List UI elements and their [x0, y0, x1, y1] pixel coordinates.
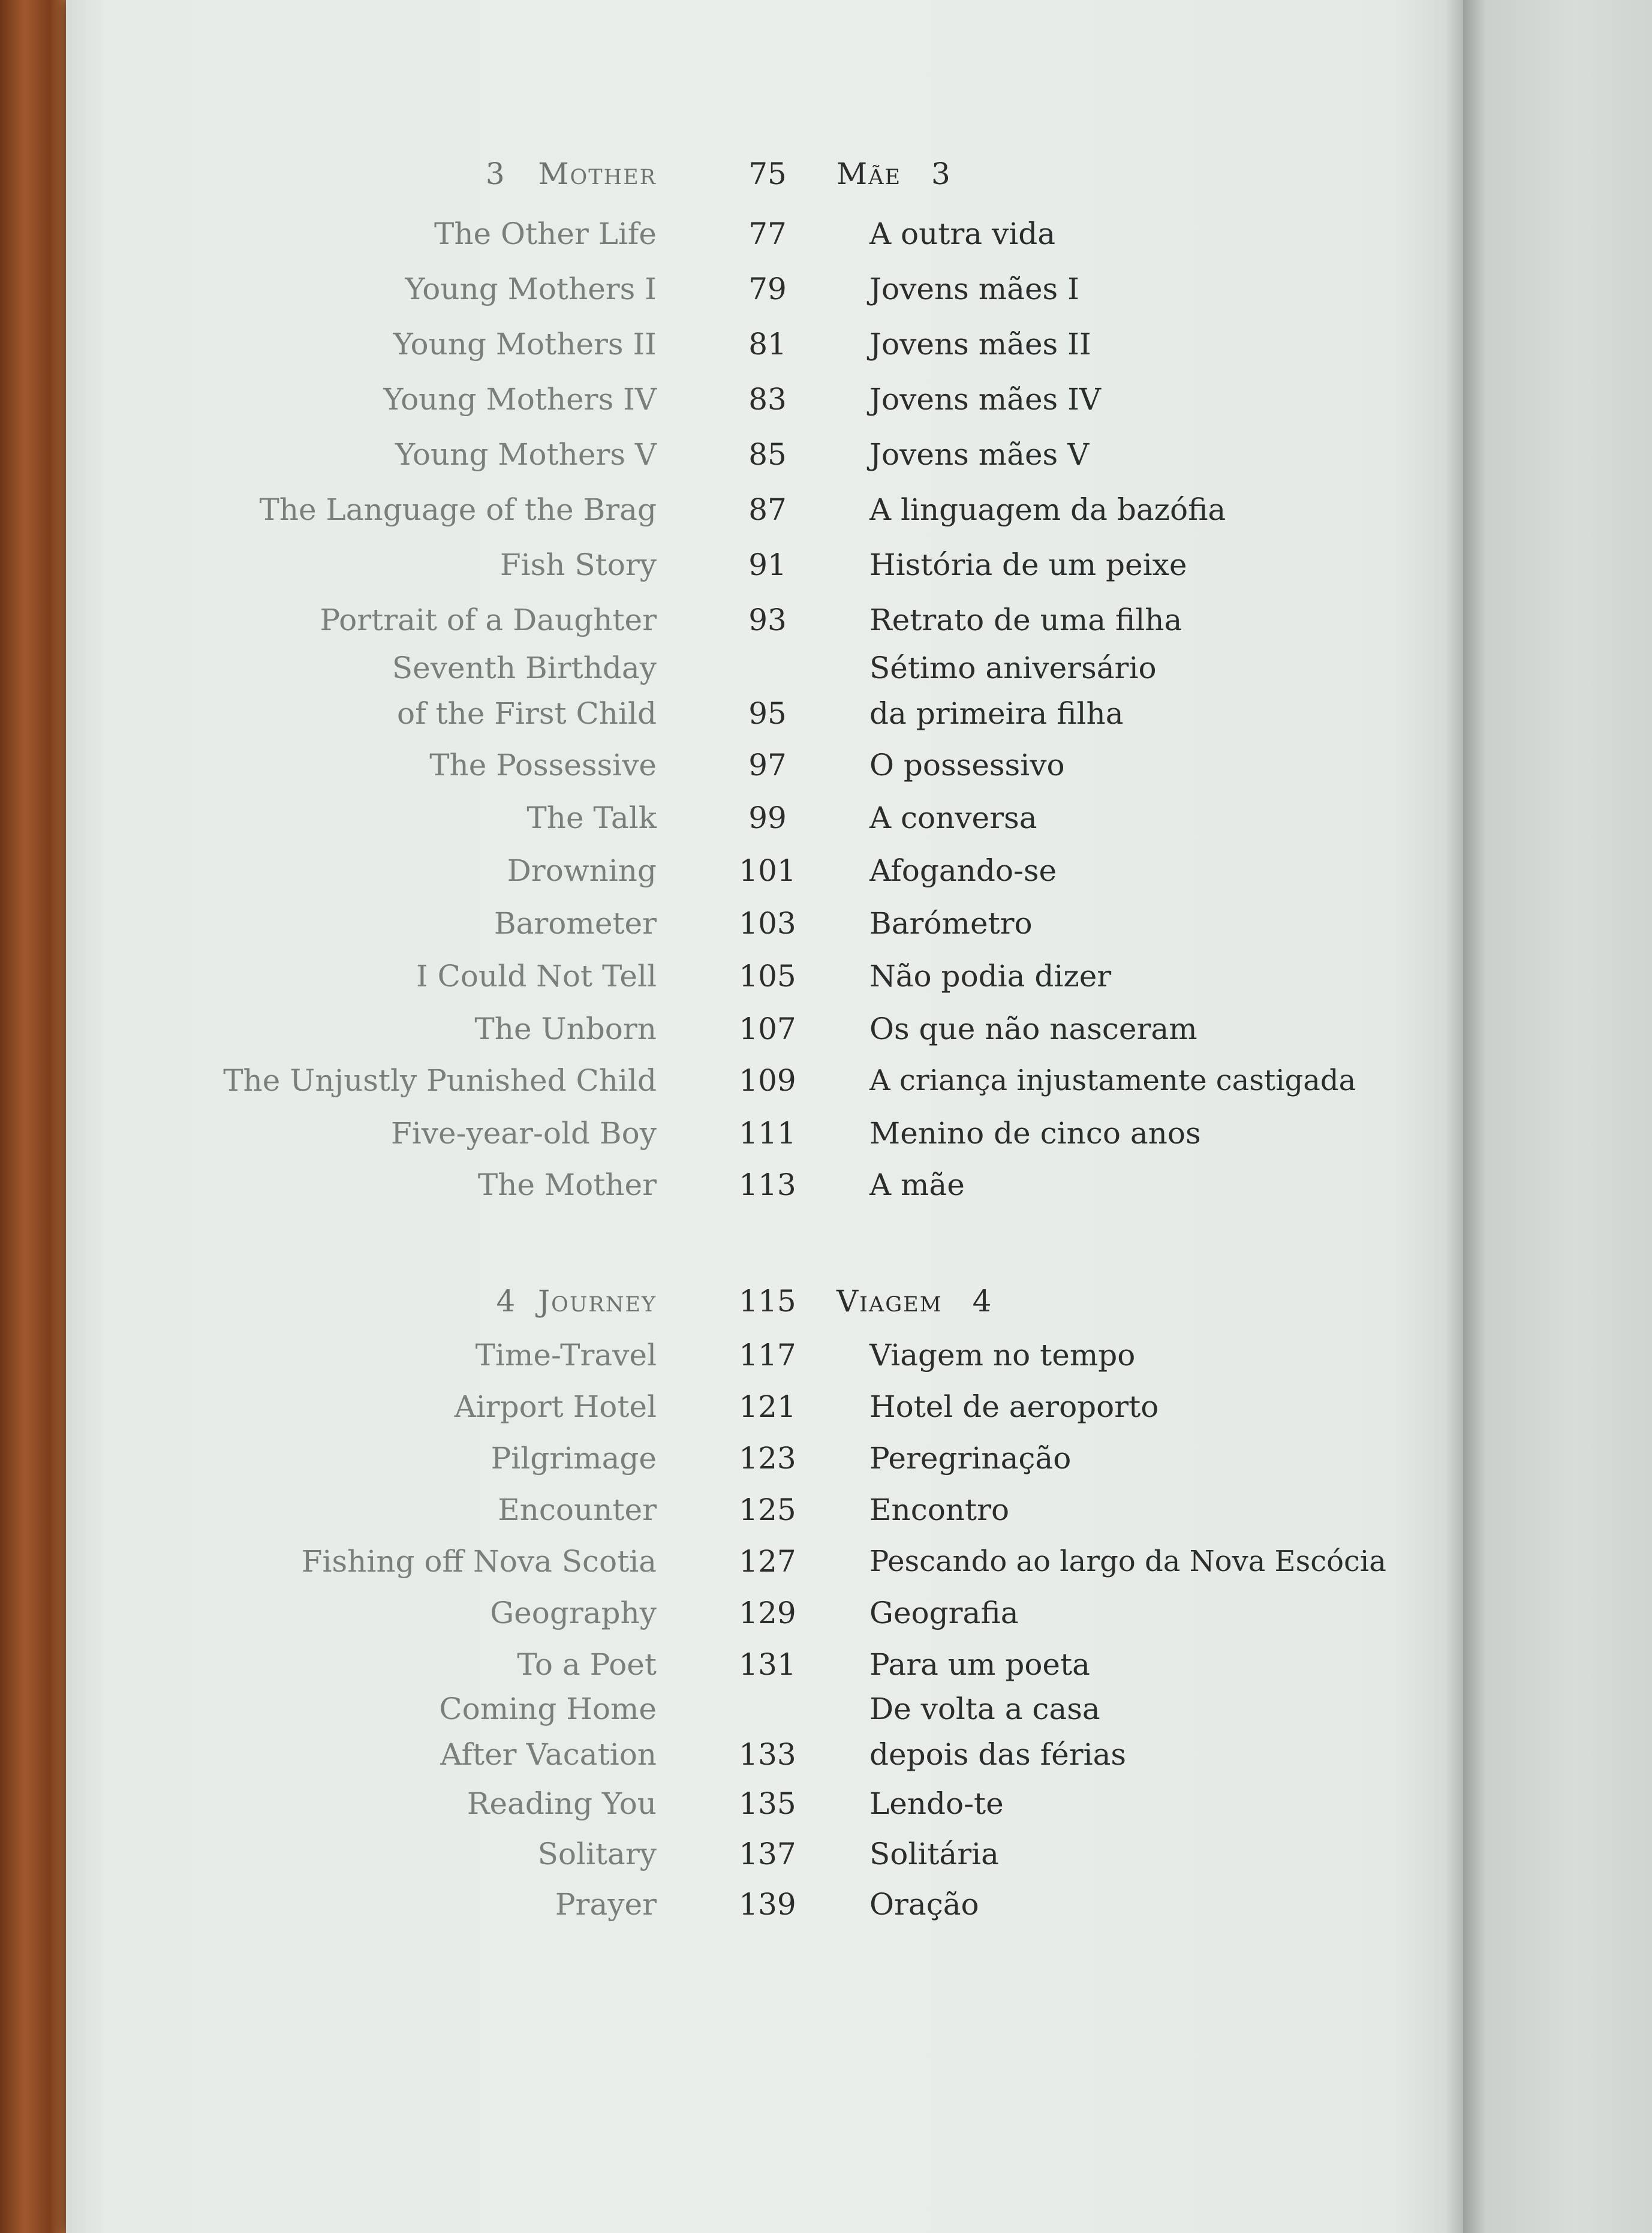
page-number: 77	[748, 216, 787, 251]
section-number-pt: 3	[931, 157, 952, 191]
title-pt: Retrato de uma filha	[869, 603, 1182, 637]
title-en: Young Mothers II	[393, 327, 657, 362]
toc-entry	[0, 1045, 1652, 1099]
title-en: Barometer	[494, 906, 657, 941]
title-en: Fish Story	[499, 547, 657, 582]
page-number: 137	[739, 1837, 796, 1871]
toc-entry	[0, 1577, 1652, 1631]
toc-entry	[0, 419, 1652, 473]
title-pt: Geografia	[869, 1596, 1019, 1630]
title-en: of the First Child	[397, 696, 657, 731]
toc-entry	[0, 1371, 1652, 1425]
title-pt: Não podia dizer	[869, 959, 1112, 994]
page-number: 101	[739, 853, 796, 888]
page-number: 83	[748, 382, 787, 417]
title-pt: História de um peixe	[869, 547, 1187, 582]
title-en: The Unjustly Punished Child	[223, 1063, 657, 1098]
page-number: 117	[739, 1338, 796, 1373]
title-en: Geography	[490, 1596, 657, 1630]
page-number: 109	[739, 1063, 796, 1098]
title-pt: Jovens mães II	[869, 327, 1091, 362]
title-pt: Solitária	[869, 1837, 999, 1871]
title-en: Airport Hotel	[454, 1389, 657, 1424]
title-en: The Possessive	[429, 748, 657, 783]
title-pt: Para um poeta	[869, 1647, 1090, 1682]
toc-entry	[0, 198, 1652, 252]
page-number: 135	[739, 1786, 796, 1821]
title-en: Solitary	[537, 1837, 657, 1871]
title-en: Seventh Birthday	[392, 651, 657, 685]
title-en: The Mother	[477, 1167, 657, 1202]
page-number: 133	[739, 1737, 796, 1772]
page-number: 99	[748, 800, 787, 835]
toc-entry	[0, 584, 1652, 638]
page-number: 125	[739, 1492, 796, 1527]
toc-entry	[0, 993, 1652, 1047]
title-en: After Vacation	[440, 1737, 657, 1772]
section-name-pt: Mãe	[836, 157, 902, 191]
title-pt: depois das férias	[869, 1737, 1127, 1772]
page-number: 107	[739, 1012, 796, 1046]
title-pt: A conversa	[869, 800, 1037, 835]
title-en: Prayer	[555, 1887, 657, 1922]
toc-entry	[0, 835, 1652, 889]
title-pt: Pescando ao largo da Nova Escócia	[869, 1545, 1386, 1578]
page-number: 127	[739, 1544, 796, 1579]
toc-entry	[0, 940, 1652, 994]
page-number: 123	[739, 1441, 796, 1476]
page-number: 121	[739, 1389, 796, 1424]
toc-entry	[0, 887, 1652, 941]
title-pt: Barómetro	[869, 906, 1033, 941]
title-pt: Oração	[869, 1887, 979, 1922]
title-en: The Language of the Brag	[259, 492, 657, 527]
section-page-number: 115	[739, 1284, 796, 1319]
toc-entry	[0, 1149, 1652, 1203]
title-pt: Encontro	[869, 1492, 1010, 1527]
title-pt: Hotel de aeroporto	[869, 1389, 1159, 1424]
toc-entry	[0, 1474, 1652, 1528]
page-number: 93	[748, 603, 787, 637]
title-en: Young Mothers V	[395, 437, 657, 472]
title-en: Encounter	[498, 1492, 657, 1527]
page-number: 79	[748, 272, 787, 306]
title-pt: Os que não nasceram	[869, 1012, 1197, 1046]
section-number-pt: 4	[972, 1284, 993, 1319]
toc-entry	[0, 1525, 1652, 1579]
title-en: Five-year-old Boy	[391, 1116, 657, 1151]
title-en: Young Mothers I	[405, 272, 657, 306]
toc-entry	[0, 782, 1652, 836]
section-number-en: 3	[485, 157, 506, 191]
page-number: 81	[748, 327, 787, 362]
page-number: 105	[739, 959, 796, 994]
toc-entry	[0, 678, 1652, 732]
title-pt: Peregrinação	[869, 1441, 1072, 1476]
title-pt: Lendo-te	[869, 1786, 1004, 1821]
page-number: 95	[748, 696, 787, 731]
toc-entry	[0, 729, 1652, 783]
title-pt: A outra vida	[869, 216, 1056, 251]
section-page-number: 75	[748, 157, 787, 191]
title-en: To a Poet	[517, 1647, 657, 1682]
page-number: 113	[739, 1167, 796, 1202]
title-en: Pilgrimage	[491, 1441, 657, 1476]
title-en: The Unborn	[474, 1012, 657, 1046]
title-pt: Jovens mães IV	[869, 382, 1101, 417]
toc-entry	[0, 529, 1652, 583]
section-title-pt	[836, 156, 952, 192]
title-en: I Could Not Tell	[416, 959, 657, 994]
title-en: Time-Travel	[475, 1338, 657, 1373]
title-pt: Jovens mães V	[869, 437, 1090, 472]
page-number: 103	[739, 906, 796, 941]
toc-entry	[0, 1422, 1652, 1476]
page-number: 85	[748, 437, 787, 472]
title-en: Coming Home	[439, 1692, 657, 1726]
section-name-en: Mother	[538, 157, 657, 191]
toc-entry	[0, 1868, 1652, 1922]
page-number: 131	[739, 1647, 796, 1682]
page-number: 91	[748, 547, 787, 582]
page-number: 139	[739, 1887, 796, 1922]
toc-entry	[0, 308, 1652, 362]
toc-entry	[0, 1719, 1652, 1772]
title-en: The Other Life	[434, 216, 657, 251]
title-pt: Jovens mães I	[869, 272, 1079, 306]
title-en: Young Mothers IV	[383, 382, 657, 417]
title-pt: De volta a casa	[869, 1692, 1100, 1726]
section-heading-journey	[0, 1265, 1652, 1319]
title-pt: Afogando-se	[869, 853, 1057, 888]
page-number: 111	[739, 1116, 796, 1151]
section-name-en: Journey	[538, 1284, 657, 1319]
title-pt: A linguagem da bazófia	[869, 492, 1226, 527]
title-en: The Talk	[526, 800, 657, 835]
title-pt: Viagem no tempo	[869, 1338, 1136, 1373]
section-title-en	[486, 156, 657, 192]
title-en: Fishing off Nova Scotia	[301, 1544, 657, 1579]
title-pt: Menino de cinco anos	[869, 1116, 1201, 1151]
toc-entry	[0, 1097, 1652, 1151]
section-number-en: 4	[496, 1284, 517, 1319]
title-en: Reading You	[467, 1786, 657, 1821]
toc-entry	[0, 363, 1652, 417]
section-title-pt	[836, 1283, 992, 1319]
section-heading-mother	[0, 138, 1652, 192]
section-name-pt: Viagem	[836, 1284, 943, 1319]
title-en: Drowning	[507, 853, 657, 888]
title-pt: da primeira filha	[869, 696, 1124, 731]
toc-entry	[0, 253, 1652, 307]
toc-entry	[0, 474, 1652, 528]
toc-entry	[0, 1818, 1652, 1872]
section-title-en	[496, 1283, 657, 1319]
page-number: 129	[739, 1596, 796, 1630]
toc-entry	[0, 1319, 1652, 1373]
title-pt: Sétimo aniversário	[869, 651, 1157, 685]
title-pt: A criança injustamente castigada	[869, 1064, 1356, 1097]
page-number: 97	[748, 748, 787, 783]
title-en: Portrait of a Daughter	[320, 603, 657, 637]
toc-entry	[0, 1768, 1652, 1822]
page-number: 87	[748, 492, 787, 527]
title-pt: A mãe	[869, 1167, 965, 1202]
title-pt: O possessivo	[869, 748, 1065, 783]
